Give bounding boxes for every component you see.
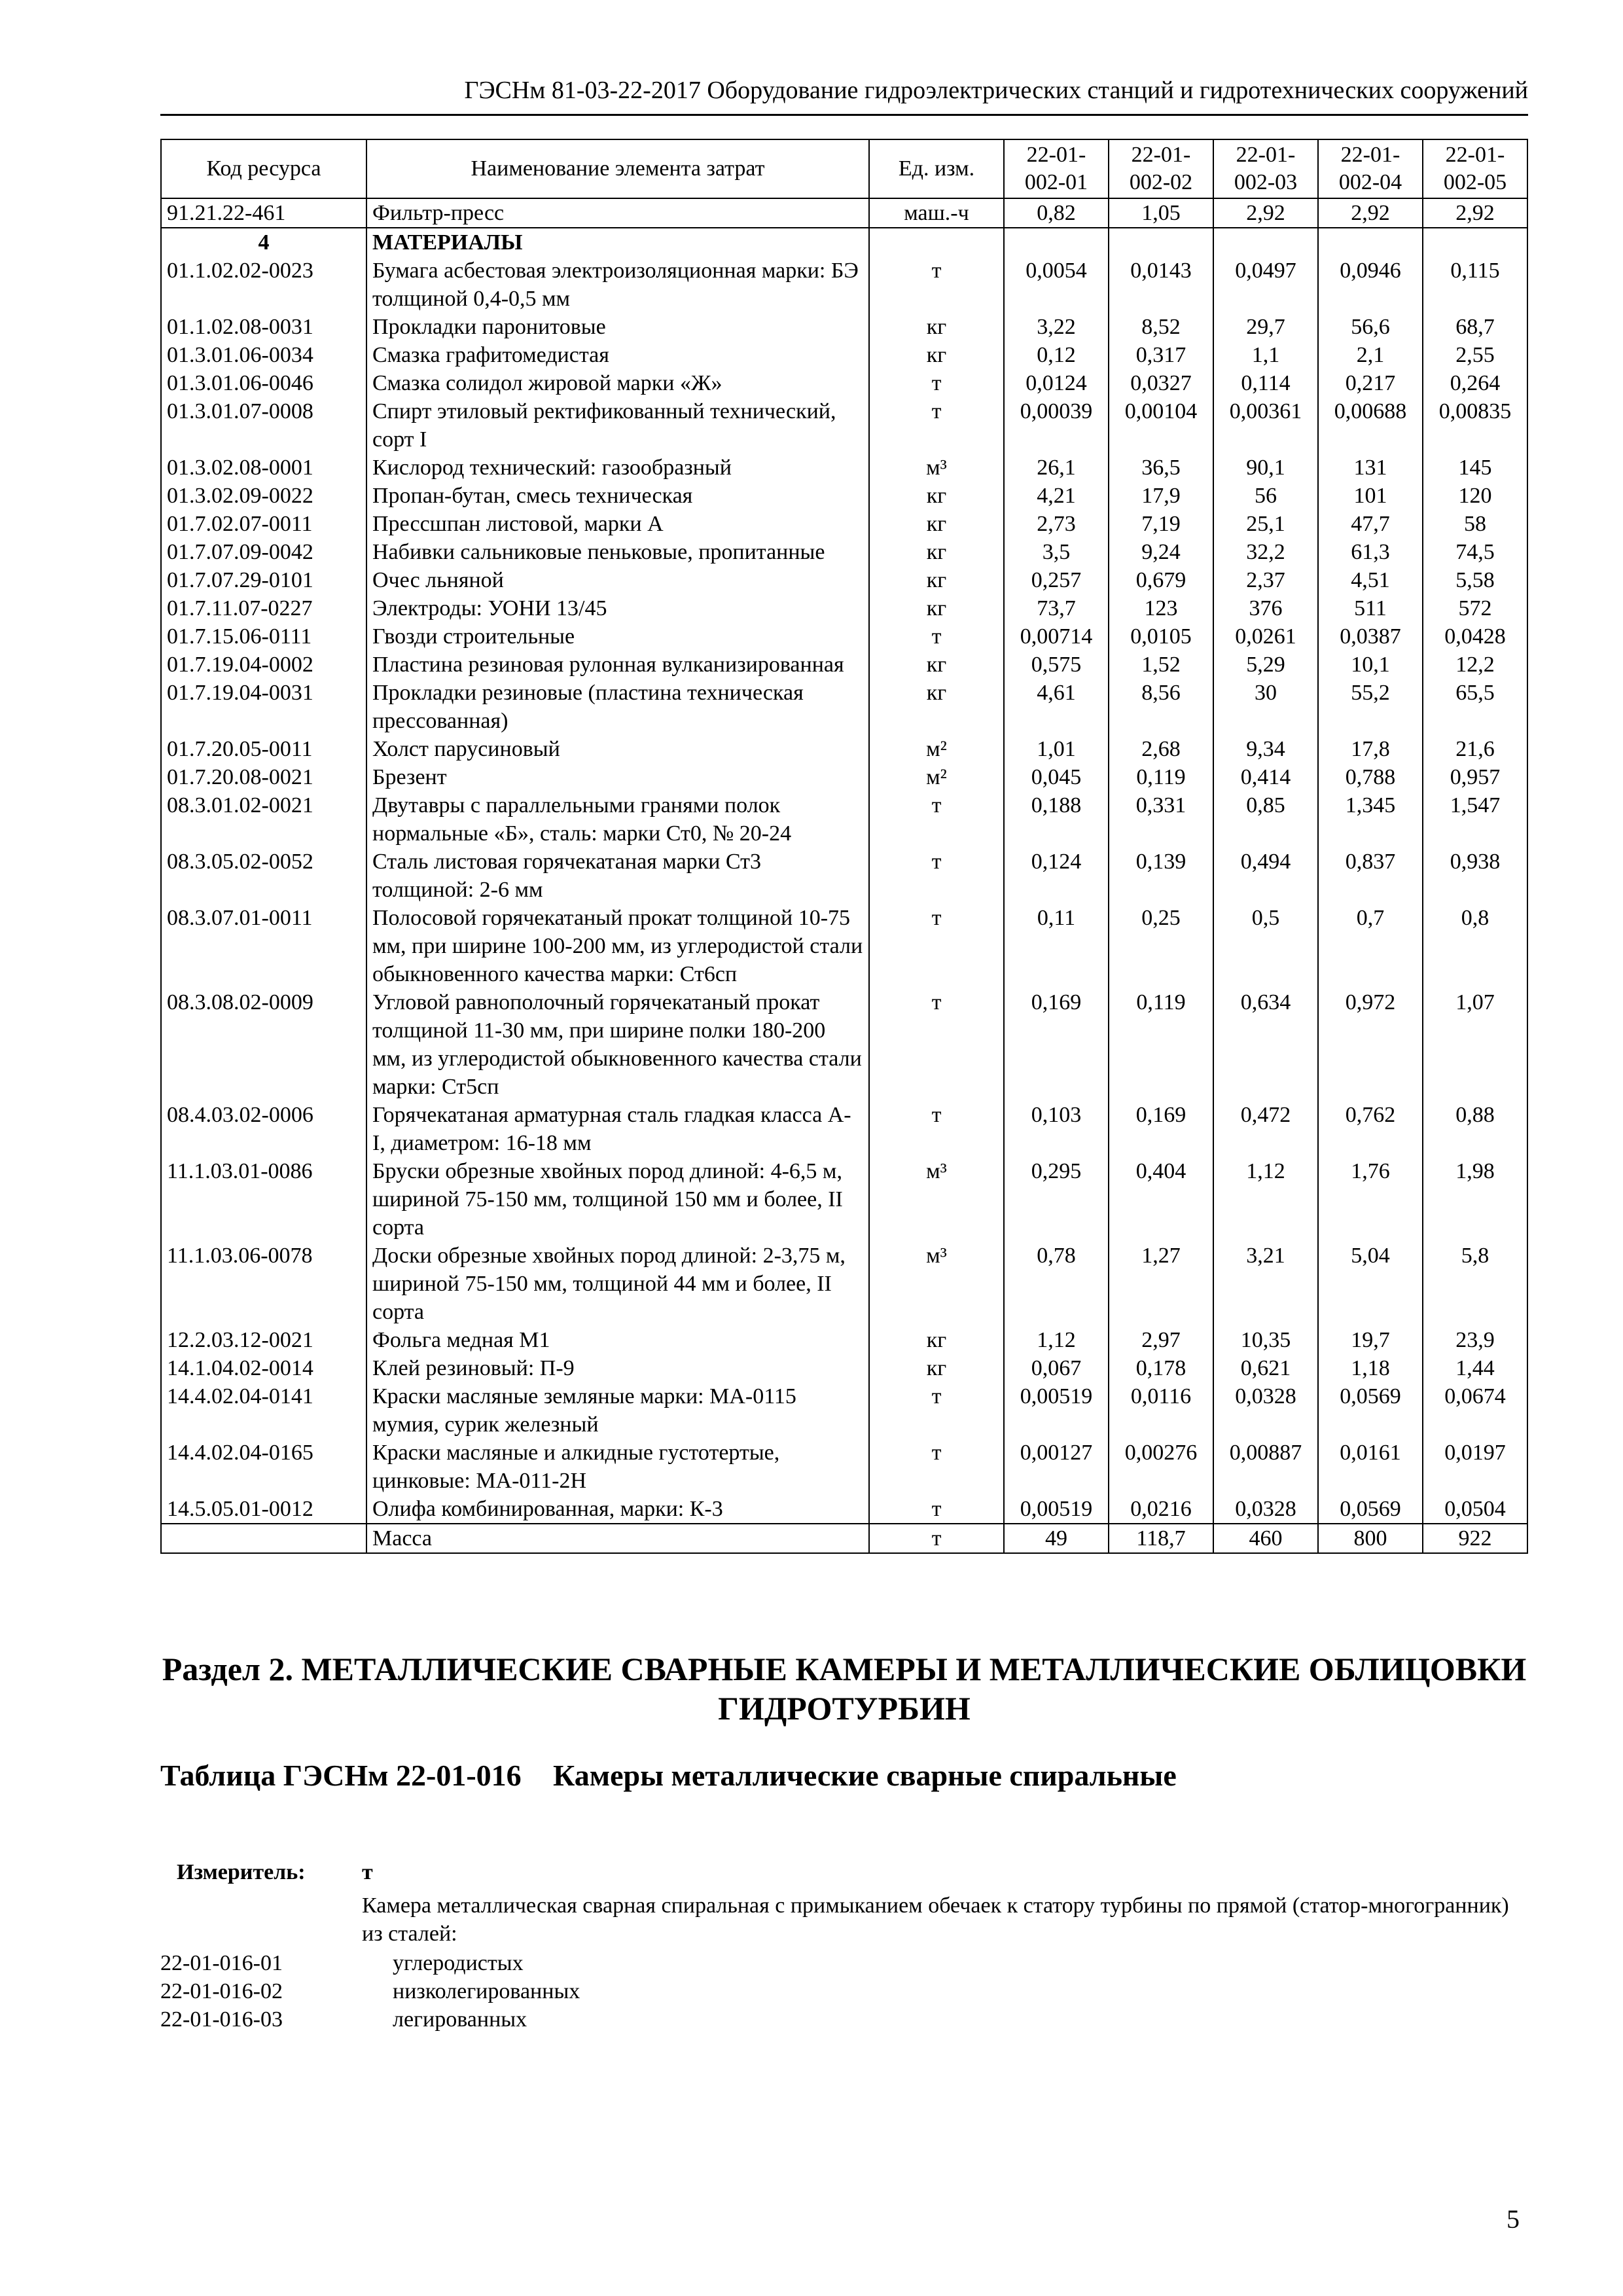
- cell-value: 1,98: [1423, 1157, 1527, 1242]
- cell-value: 572: [1423, 594, 1527, 622]
- cell-name: Доски обрезные хвойных пород длиной: 2-3,75 м, шириной 75-150 мм, толщиной 44 мм и более, II сорта: [366, 1242, 869, 1326]
- table-label: Таблица ГЭСНм 22-01-016: [160, 1759, 522, 1792]
- col-header-v5: 22-01-002-05: [1423, 139, 1527, 198]
- cell-name: Прессшпан листовой, марки А: [366, 510, 869, 538]
- cell-value: 0,0674: [1423, 1382, 1527, 1439]
- cell-unit: маш.-ч: [869, 198, 1004, 228]
- cell-name: Пропан-бутан, смесь техническая: [366, 482, 869, 510]
- cell-value: 0,575: [1004, 651, 1109, 679]
- cell-value: 2,92: [1423, 198, 1527, 228]
- cell-value: 47,7: [1318, 510, 1423, 538]
- cell-name: Угловой равнополочный горячекатаный прокат толщиной 11-30 мм, при ширине полки 180-200 мм, из углеродистой обыкновенного качества стали марки: Ст5сп: [366, 988, 869, 1101]
- cell-value: 12,2: [1423, 651, 1527, 679]
- cell-name: Краски масляные и алкидные густотертые, цинковые: МА-011-2Н: [366, 1439, 869, 1495]
- cell-value: 511: [1318, 594, 1423, 622]
- cell-code: 01.1.02.08-0031: [161, 313, 366, 341]
- cell-name: Кислород технический: газообразный: [366, 454, 869, 482]
- cell-value: 0,00519: [1004, 1495, 1109, 1524]
- cell-unit: т: [869, 1495, 1004, 1524]
- cell-value: 0,621: [1213, 1354, 1318, 1382]
- cell-value: 3,21: [1213, 1242, 1318, 1326]
- cell-unit: кг: [869, 651, 1004, 679]
- cell-value: 0,0054: [1004, 257, 1109, 313]
- cell-unit: т: [869, 257, 1004, 313]
- cell-unit: т: [869, 988, 1004, 1101]
- meter-label: Измеритель:: [177, 1860, 306, 1884]
- cell-value: 0,00104: [1109, 397, 1213, 454]
- cell-name: Гвозди строительные: [366, 622, 869, 651]
- cell-value: 29,7: [1213, 313, 1318, 341]
- cell-value: 0,85: [1213, 791, 1318, 848]
- work-code: 22-01-016-02: [160, 1979, 283, 2003]
- table-row: [161, 397, 1527, 454]
- cell-value: 36,5: [1109, 454, 1213, 482]
- cell-value: 0,0261: [1213, 622, 1318, 651]
- cell-unit: кг: [869, 679, 1004, 735]
- cell-value: 0,295: [1004, 1157, 1109, 1242]
- cell-value: 0,067: [1004, 1354, 1109, 1382]
- cell-unit: кг: [869, 566, 1004, 594]
- cell-value: 0,0946: [1318, 257, 1423, 313]
- cell-code: 14.5.05.01-0012: [161, 1495, 366, 1524]
- cell-value: 460: [1213, 1524, 1318, 1553]
- cell-value: 0,103: [1004, 1101, 1109, 1157]
- cell-value: 0,119: [1109, 988, 1213, 1101]
- cell-code: 08.3.07.01-0011: [161, 904, 366, 988]
- cell-value: 61,3: [1318, 538, 1423, 566]
- table-row: [161, 1101, 1527, 1157]
- cell-value: 0,957: [1423, 763, 1527, 791]
- cell-code: 01.7.20.05-0011: [161, 735, 366, 763]
- cell-code: 01.7.02.07-0011: [161, 510, 366, 538]
- cell-code: 08.3.05.02-0052: [161, 848, 366, 904]
- cell-unit: т: [869, 397, 1004, 454]
- cell-value: 0,634: [1213, 988, 1318, 1101]
- cell-name: Спирт этиловый ректификованный технический, сорт I: [366, 397, 869, 454]
- cell-value: 4,21: [1004, 482, 1109, 510]
- cell-code: 08.4.03.02-0006: [161, 1101, 366, 1157]
- cell-value: 30: [1213, 679, 1318, 735]
- cell-unit: т: [869, 1101, 1004, 1157]
- cell-value: 1,345: [1318, 791, 1423, 848]
- table-row: [161, 1157, 1527, 1242]
- cell-value: 0,139: [1109, 848, 1213, 904]
- table-row: [161, 1326, 1527, 1354]
- cell-unit: т: [869, 848, 1004, 904]
- cell-value: 3,22: [1004, 313, 1109, 341]
- table-row: [161, 791, 1527, 848]
- col-header-v4: 22-01-002-04: [1318, 139, 1423, 198]
- table-row: [161, 1382, 1527, 1439]
- table-body: [161, 198, 1527, 1553]
- cell-name: Олифа комбинированная, марки: К-3: [366, 1495, 869, 1524]
- cell-unit: м³: [869, 1157, 1004, 1242]
- section-title: Раздел 2. МЕТАЛЛИЧЕСКИЕ СВАРНЫЕ КАМЕРЫ И МЕТАЛЛИЧЕСКИЕ ОБЛИЦОВКИ ГИДРОТУРБИН: [162, 1651, 1527, 1727]
- cell-value: 0,78: [1004, 1242, 1109, 1326]
- cell-unit: кг: [869, 1354, 1004, 1382]
- cell-code: 91.21.22-461: [161, 198, 366, 228]
- cell-code: 01.7.19.04-0002: [161, 651, 366, 679]
- table-row: [161, 848, 1527, 904]
- cell-value: 1,44: [1423, 1354, 1527, 1382]
- cell-value: 1,1: [1213, 341, 1318, 369]
- cell-value: 0,0504: [1423, 1495, 1527, 1524]
- category-row: [161, 228, 1527, 257]
- table-row: [161, 1495, 1527, 1524]
- cell-value: 0,82: [1004, 198, 1109, 228]
- cell-code: 11.1.03.01-0086: [161, 1157, 366, 1242]
- cell-value: 56,6: [1318, 313, 1423, 341]
- cell-value: 9,24: [1109, 538, 1213, 566]
- cell-code: 01.3.02.09-0022: [161, 482, 366, 510]
- cell-unit: кг: [869, 313, 1004, 341]
- cell-code: 01.3.01.07-0008: [161, 397, 366, 454]
- cell-value: 25,1: [1213, 510, 1318, 538]
- cell-value: 0,494: [1213, 848, 1318, 904]
- cell-code: 01.3.01.06-0046: [161, 369, 366, 397]
- cell-value: 0,0197: [1423, 1439, 1527, 1495]
- cell-value: 0,00714: [1004, 622, 1109, 651]
- table-row: [161, 341, 1527, 369]
- cell-value: 5,58: [1423, 566, 1527, 594]
- cell-value: 0,169: [1109, 1101, 1213, 1157]
- cell-unit: кг: [869, 538, 1004, 566]
- col-header-unit: Ед. изм.: [869, 139, 1004, 198]
- cell-value: 0,0328: [1213, 1382, 1318, 1439]
- cell-value: 0,7: [1318, 904, 1423, 988]
- cell-value: 3,5: [1004, 538, 1109, 566]
- cell-value: 0,114: [1213, 369, 1318, 397]
- cell-value: 0,0328: [1213, 1495, 1318, 1524]
- col-header-v3: 22-01-002-03: [1213, 139, 1318, 198]
- cell-value: 1,18: [1318, 1354, 1423, 1382]
- cell-value: 0,0161: [1318, 1439, 1423, 1495]
- cell-name: Двутавры с параллельными гранями полок нормальные «Б», сталь: марки Ст0, № 20-24: [366, 791, 869, 848]
- table-row: [161, 510, 1527, 538]
- cell-name: Бумага асбестовая электроизоляционная марки: БЭ толщиной 0,4-0,5 мм: [366, 257, 869, 313]
- cell-value: 0,257: [1004, 566, 1109, 594]
- cell-code: 01.3.02.08-0001: [161, 454, 366, 482]
- cell-unit: т: [869, 904, 1004, 988]
- cell-unit: кг: [869, 1326, 1004, 1354]
- cell-value: 0,119: [1109, 763, 1213, 791]
- cell-value: 0,679: [1109, 566, 1213, 594]
- cell-value: 0,0327: [1109, 369, 1213, 397]
- cell-value: 123: [1109, 594, 1213, 622]
- cell-value: 120: [1423, 482, 1527, 510]
- work-code: 22-01-016-01: [160, 1951, 283, 1975]
- cell-value: 0,00276: [1109, 1439, 1213, 1495]
- cell-value: 8,56: [1109, 679, 1213, 735]
- table-row: [161, 735, 1527, 763]
- page-number: 5: [1507, 2204, 1520, 2234]
- cell-value: 0,8: [1423, 904, 1527, 988]
- meter-description: Камера металлическая сварная спиральная с примыканием обечаек к статору турбины по прямой (статор-многогранник) из сталей:: [362, 1893, 1509, 1946]
- cell-value: 0,25: [1109, 904, 1213, 988]
- cell-unit: м²: [869, 763, 1004, 791]
- cell-name: Краски масляные земляные марки: МА-0115 мумия, сурик железный: [366, 1382, 869, 1439]
- cell-value: 0,972: [1318, 988, 1423, 1101]
- mass-row: [161, 1524, 1527, 1553]
- table-row: [161, 566, 1527, 594]
- cell-value: 0,115: [1423, 257, 1527, 313]
- cell-value: 1,05: [1109, 198, 1213, 228]
- cell-code: 14.4.02.04-0165: [161, 1439, 366, 1495]
- cell-value: 0,264: [1423, 369, 1527, 397]
- cell-value: 5,8: [1423, 1242, 1527, 1326]
- table-row: [161, 313, 1527, 341]
- table-row: [161, 1242, 1527, 1326]
- table-row: [161, 482, 1527, 510]
- category-code: 4: [161, 228, 366, 257]
- cell-value: 2,68: [1109, 735, 1213, 763]
- cell-code: [161, 1524, 366, 1553]
- cell-value: 23,9: [1423, 1326, 1527, 1354]
- col-header-name: Наименование элемента затрат: [366, 139, 869, 198]
- cell-code: 01.7.20.08-0021: [161, 763, 366, 791]
- cell-unit: т: [869, 1524, 1004, 1553]
- cell-code: 08.3.08.02-0009: [161, 988, 366, 1101]
- cell-value: 0,00127: [1004, 1439, 1109, 1495]
- cell-name: Холст парусиновый: [366, 735, 869, 763]
- cell-code: 01.3.01.06-0034: [161, 341, 366, 369]
- work-name: углеродистых: [393, 1951, 524, 1975]
- cell-value: 56: [1213, 482, 1318, 510]
- cell-value: 0,0569: [1318, 1495, 1423, 1524]
- meter-unit: т: [362, 1860, 373, 1884]
- cell-value: 145: [1423, 454, 1527, 482]
- cell-value: 19,7: [1318, 1326, 1423, 1354]
- table-row: [161, 763, 1527, 791]
- cell-value: 1,27: [1109, 1242, 1213, 1326]
- cell-value: 0,5: [1213, 904, 1318, 988]
- cell-value: 8,52: [1109, 313, 1213, 341]
- cell-value: 26,1: [1004, 454, 1109, 482]
- cell-name: Очес льняной: [366, 566, 869, 594]
- cell-value: 0,0105: [1109, 622, 1213, 651]
- cell-value: 65,5: [1423, 679, 1527, 735]
- table-row: [161, 454, 1527, 482]
- cell-value: 0,00835: [1423, 397, 1527, 454]
- cell-value: 131: [1318, 454, 1423, 482]
- table-row: [161, 594, 1527, 622]
- page-header: [160, 73, 1528, 116]
- cell-value: 21,6: [1423, 735, 1527, 763]
- cell-value: 0,217: [1318, 369, 1423, 397]
- cell-value: 922: [1423, 1524, 1527, 1553]
- cell-value: 0,0497: [1213, 257, 1318, 313]
- table-row: [161, 988, 1527, 1101]
- cell-value: 0,124: [1004, 848, 1109, 904]
- cell-value: 0,169: [1004, 988, 1109, 1101]
- resource-table: [160, 139, 1528, 1554]
- cell-value: 1,01: [1004, 735, 1109, 763]
- cell-value: 17,8: [1318, 735, 1423, 763]
- cell-value: 1,07: [1423, 988, 1527, 1101]
- table-row: [161, 538, 1527, 566]
- table-name: Камеры металлические сварные спиральные: [553, 1759, 1177, 1792]
- cell-value: 0,00688: [1318, 397, 1423, 454]
- cell-name: Горячекатаная арматурная сталь гладкая класса A-I, диаметром: 16-18 мм: [366, 1101, 869, 1157]
- cell-value: 2,1: [1318, 341, 1423, 369]
- cell-name: Фольга медная М1: [366, 1326, 869, 1354]
- cell-code: 11.1.03.06-0078: [161, 1242, 366, 1326]
- cell-value: 32,2: [1213, 538, 1318, 566]
- cell-name: Полосовой горячекатаный прокат толщиной 10-75 мм, при ширине 100-200 мм, из углеродистой стали обыкновенного качества марки: Ст6сп: [366, 904, 869, 988]
- cell-value: 0,00361: [1213, 397, 1318, 454]
- cell-code: 01.7.19.04-0031: [161, 679, 366, 735]
- work-name: легированных: [393, 2007, 527, 2032]
- cell-value: 0,0387: [1318, 622, 1423, 651]
- cell-value: 0,0116: [1109, 1382, 1213, 1439]
- cell-code: 01.7.07.09-0042: [161, 538, 366, 566]
- cell-value: 74,5: [1423, 538, 1527, 566]
- table-row-first: [161, 198, 1527, 228]
- cell-value: 55,2: [1318, 679, 1423, 735]
- cell-name: Масса: [366, 1524, 869, 1553]
- cell-value: 5,04: [1318, 1242, 1423, 1326]
- cell-value: 2,55: [1423, 341, 1527, 369]
- cell-value: 4,61: [1004, 679, 1109, 735]
- cell-value: 2,37: [1213, 566, 1318, 594]
- table-row: [161, 651, 1527, 679]
- cell-name: Смазка солидол жировой марки «Ж»: [366, 369, 869, 397]
- cell-value: 0,404: [1109, 1157, 1213, 1242]
- table-row: [161, 622, 1527, 651]
- cell-unit: т: [869, 622, 1004, 651]
- cell-value: 0,938: [1423, 848, 1527, 904]
- col-header-v1: 22-01-002-01: [1004, 139, 1109, 198]
- cell-unit: кг: [869, 594, 1004, 622]
- table-row: [161, 1439, 1527, 1495]
- cell-value: 1,12: [1004, 1326, 1109, 1354]
- cell-code: 01.7.15.06-0111: [161, 622, 366, 651]
- cell-unit: т: [869, 791, 1004, 848]
- col-header-v2: 22-01-002-02: [1109, 139, 1213, 198]
- cell-value: 9,34: [1213, 735, 1318, 763]
- cell-value: 2,73: [1004, 510, 1109, 538]
- cell-value: 0,00519: [1004, 1382, 1109, 1439]
- cell-unit: м³: [869, 454, 1004, 482]
- cell-value: 376: [1213, 594, 1318, 622]
- cell-value: 0,472: [1213, 1101, 1318, 1157]
- cell-unit: т: [869, 369, 1004, 397]
- cell-name: Набивки сальниковые пеньковые, пропитанные: [366, 538, 869, 566]
- cell-code: 08.3.01.02-0021: [161, 791, 366, 848]
- work-code: 22-01-016-03: [160, 2007, 283, 2032]
- cell-value: 0,188: [1004, 791, 1109, 848]
- cell-value: 7,19: [1109, 510, 1213, 538]
- work-name: низколегированных: [393, 1979, 580, 2003]
- cell-code: 14.1.04.02-0014: [161, 1354, 366, 1382]
- cell-value: 0,0143: [1109, 257, 1213, 313]
- cell-value: 10,1: [1318, 651, 1423, 679]
- cell-value: 5,29: [1213, 651, 1318, 679]
- cell-name: Смазка графитомедистая: [366, 341, 869, 369]
- cell-value: 10,35: [1213, 1326, 1318, 1354]
- cell-code: 01.7.11.07-0227: [161, 594, 366, 622]
- cell-value: 73,7: [1004, 594, 1109, 622]
- cell-value: 68,7: [1423, 313, 1527, 341]
- cell-value: 0,0124: [1004, 369, 1109, 397]
- cell-value: 0,331: [1109, 791, 1213, 848]
- table-row: [161, 257, 1527, 313]
- cell-unit: кг: [869, 482, 1004, 510]
- table-row: [161, 679, 1527, 735]
- cell-value: 1,12: [1213, 1157, 1318, 1242]
- cell-value: 0,12: [1004, 341, 1109, 369]
- cell-name: Электроды: УОНИ 13/45: [366, 594, 869, 622]
- header-title: ГЭСНм 81-03-22-2017 Оборудование гидроэлектрических станций и гидротехнических сооружений: [464, 77, 1528, 104]
- cell-value: 0,045: [1004, 763, 1109, 791]
- cell-name: Бруски обрезные хвойных пород длиной: 4-6,5 м, шириной 75-150 мм, толщиной 150 мм и более, II сорта: [366, 1157, 869, 1242]
- cell-name: Клей резиновый: П-9: [366, 1354, 869, 1382]
- cell-code: 01.1.02.02-0023: [161, 257, 366, 313]
- cell-unit: т: [869, 1439, 1004, 1495]
- cell-value: 90,1: [1213, 454, 1318, 482]
- cell-value: 17,9: [1109, 482, 1213, 510]
- cell-value: 2,92: [1318, 198, 1423, 228]
- table-header-row: [161, 139, 1527, 198]
- col-header-code: Код ресурса: [161, 139, 366, 198]
- cell-value: 0,317: [1109, 341, 1213, 369]
- cell-code: 01.7.07.29-0101: [161, 566, 366, 594]
- cell-unit: м³: [869, 1242, 1004, 1326]
- cell-value: 0,837: [1318, 848, 1423, 904]
- cell-name: Прокладки паронитовые: [366, 313, 869, 341]
- cell-value: 800: [1318, 1524, 1423, 1553]
- cell-value: 4,51: [1318, 566, 1423, 594]
- cell-value: 0,762: [1318, 1101, 1423, 1157]
- table-row: [161, 369, 1527, 397]
- cell-value: 58: [1423, 510, 1527, 538]
- cell-name: Фильтр-пресс: [366, 198, 869, 228]
- cell-value: 0,00887: [1213, 1439, 1318, 1495]
- cell-unit: т: [869, 1382, 1004, 1439]
- cell-value: 0,414: [1213, 763, 1318, 791]
- table-row: [161, 1354, 1527, 1382]
- cell-unit: м²: [869, 735, 1004, 763]
- cell-value: 1,547: [1423, 791, 1527, 848]
- cell-value: 49: [1004, 1524, 1109, 1553]
- cell-unit: кг: [869, 341, 1004, 369]
- table-row: [161, 904, 1527, 988]
- cell-value: 0,88: [1423, 1101, 1527, 1157]
- cell-code: 14.4.02.04-0141: [161, 1382, 366, 1439]
- cell-value: 0,0428: [1423, 622, 1527, 651]
- cell-value: 0,788: [1318, 763, 1423, 791]
- cell-unit: кг: [869, 510, 1004, 538]
- cell-value: 0,178: [1109, 1354, 1213, 1382]
- cell-value: 118,7: [1109, 1524, 1213, 1553]
- cell-value: 0,00039: [1004, 397, 1109, 454]
- cell-value: 0,0569: [1318, 1382, 1423, 1439]
- cell-value: 2,97: [1109, 1326, 1213, 1354]
- cell-value: 1,52: [1109, 651, 1213, 679]
- cell-value: 2,92: [1213, 198, 1318, 228]
- category-name: МАТЕРИАЛЫ: [366, 228, 869, 257]
- cell-value: 0,0216: [1109, 1495, 1213, 1524]
- cell-name: Пластина резиновая рулонная вулканизированная: [366, 651, 869, 679]
- cell-code: 12.2.03.12-0021: [161, 1326, 366, 1354]
- cell-name: Прокладки резиновые (пластина техническая прессованная): [366, 679, 869, 735]
- cell-value: 1,76: [1318, 1157, 1423, 1242]
- cell-value: 101: [1318, 482, 1423, 510]
- cell-name: Сталь листовая горячекатаная марки Ст3 толщиной: 2-6 мм: [366, 848, 869, 904]
- cell-value: 0,11: [1004, 904, 1109, 988]
- cell-name: Брезент: [366, 763, 869, 791]
